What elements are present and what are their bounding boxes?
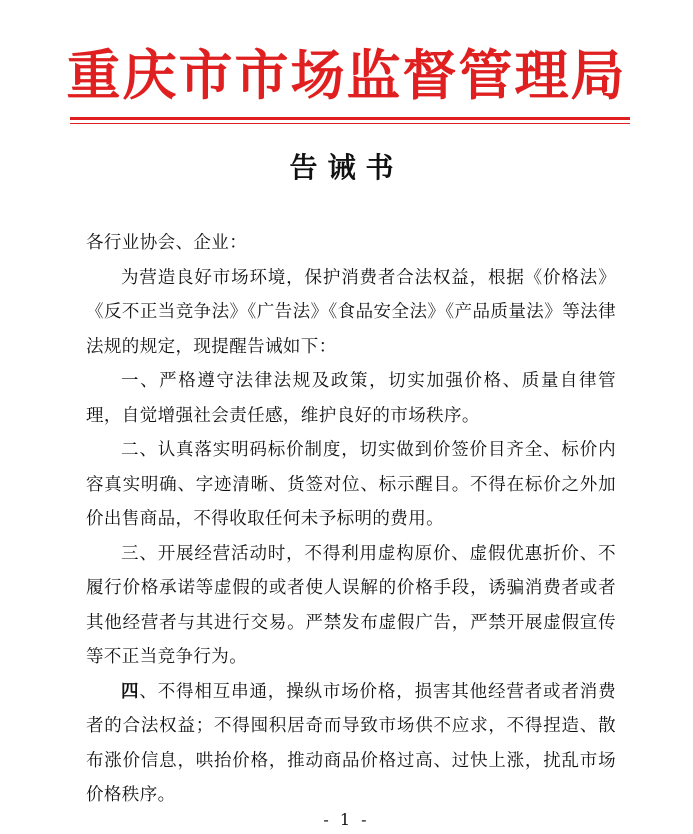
issuer-header: 重庆市市场监督管理局 xyxy=(66,44,627,107)
item-2-paragraph xyxy=(86,433,616,537)
item-1-lead: 一、 xyxy=(121,371,160,391)
item-3-lead: 三、 xyxy=(121,543,158,564)
item-4-paragraph xyxy=(86,675,616,813)
item-3-text: 开展经营活动时，不得利用虚构原价、虚假优惠折价、不履行价格承诺等虚假的或者使人误解的价格手段，诱骗消费者或者其他经营者与其进行交易。严禁发布虚假广告，严禁开展虚假宣传等不正当竞争行为。 xyxy=(86,543,616,667)
intro-paragraph: 为营造良好市场环境，保护消费者合法权益，根据《价格法》《反不正当竞争法》《广告法》《食品安全法》《产品质量法》等法律法规的规定，现提醒告诫如下： xyxy=(86,267,616,357)
document-title: 告诫书 xyxy=(289,151,404,184)
header-red-rule-thin xyxy=(70,123,630,124)
item-2-text: 认真落实明码标价制度，切实做到价签价目齐全、标价内容真实明确、字迹清晰、货签对位、标示醒目。不得在标价之外加价出售商品，不得收取任何未予标明的费用。 xyxy=(86,440,616,529)
item-2-lead: 二、 xyxy=(121,440,158,460)
page-number: - 1 - xyxy=(323,810,370,829)
salutation: 各行业协会、企业： xyxy=(86,233,248,253)
item-4-lead: 四 xyxy=(121,681,140,702)
document-body xyxy=(86,226,616,813)
header-red-rule-thick xyxy=(70,117,630,120)
item-1-text: 严格遵守法律法规及政策，切实加强价格、质量自律管理，自觉增强社会责任感，维护良好的市场秩序。 xyxy=(86,371,616,426)
item-3-paragraph xyxy=(86,537,616,675)
item-1-paragraph xyxy=(86,364,616,433)
item-4-text: 、不得相互串通，操纵市场价格，损害其他经营者或者消费者的合法权益；不得囤积居奇而导致市场供不应求，不得捏造、散布涨价信息，哄抬价格，推动商品价格过高、过快上涨，扰乱市场价格秩序。 xyxy=(86,681,616,805)
